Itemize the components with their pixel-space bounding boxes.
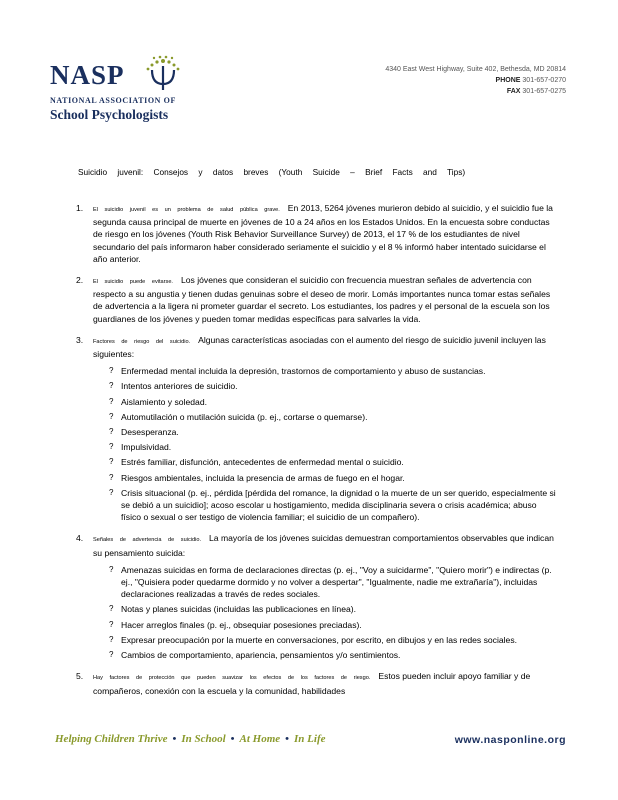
org-name-line1: NATIONAL ASSOCIATION OF [50,96,176,105]
document-body [60,202,558,726]
bullet-item [93,564,558,601]
tagline-part-4: In Life [294,733,326,745]
list-item [60,532,558,661]
bullet-text: Estrés familiar, disfunción, antecedentes de enfermedad mental o suicidio. [121,457,404,468]
bullet-separator-icon: • [172,733,177,745]
tagline-part-2: In School [181,733,226,745]
bullet-glyph-icon: ? [109,457,114,467]
phone-label: PHONE [495,77,521,84]
document-title: Suicidio juvenil: Consejos y datos breves (Youth Suicide – Brief Facts and Tips) [78,167,466,177]
bullet-item [93,380,558,392]
phone-line [385,75,566,86]
list-item [60,334,558,524]
bullet-glyph-icon: ? [109,366,114,376]
list-item [60,202,558,265]
bullet-item [93,441,558,453]
bullet-separator-icon: • [285,733,290,745]
bullet-item [93,619,558,631]
fax-line [385,86,566,97]
fax-number: 301-657-0275 [522,88,566,95]
bullet-text: Amenazas suicidas en forma de declaraciones directas (p. ej., "Voy a suicidarme", "Quiero morir") e indirectas (p. ej., "Quisiera poder quedarme dormido y no volver a despertar", "Igualmente, nadie me extrañaría"), incluidas declaraciones realizadas a través de redes sociales. [121,564,552,600]
item-heading: Factores de riesgo del suicidio. [93,338,191,345]
item-number: 4. [76,533,84,544]
bullet-item [93,411,558,423]
bullet-list [93,564,558,661]
tagline [55,733,326,745]
bullet-text: Impulsividad. [121,442,172,453]
bullet-item [93,634,558,646]
bullet-text: Desesperanza. [121,427,179,438]
contact-block [385,64,566,97]
item-number: 5. [76,671,84,682]
bullet-glyph-icon: ? [109,604,114,614]
bullet-item [93,426,558,438]
numbered-list [60,202,558,697]
logo-wordmark: NASP [50,60,125,90]
bullet-item [93,365,558,377]
bullet-glyph-icon: ? [109,619,114,629]
bullet-text: Crisis situacional (p. ej., pérdida [pérdida del romance, la dignidad o la muerte de un ser querido, especialmente si se debió a un suicidio]; acoso escolar u hostigamiento, medida disciplinaria severa o crisis académica; abuso físico o sexual o ser testigo de violencia familiar; el suicidio de un compañero). [121,487,556,523]
item-text: Algunas características asociadas con el aumento del riesgo de suicidio juvenil incluyen las siguientes: [93,334,546,360]
item-text: Estos pueden incluir apoyo familiar y de compañeros, conexión con la escuela y la comunidad, habilidades [93,671,531,696]
bullet-list [93,365,558,523]
org-name-line2: School Psychologists [50,107,169,122]
item-number: 3. [76,334,84,345]
bullet-separator-icon: • [230,733,235,745]
bullet-item [93,396,558,408]
bullet-text: Notas y planes suicidas (incluidas las publicaciones en línea). [121,604,357,615]
list-item [60,670,558,696]
bullet-glyph-icon: ? [109,650,114,660]
bullet-text: Riesgos ambientales, incluida la presencia de armas de fuego en el hogar. [121,472,405,483]
bullet-text: Intentos anteriores de suicidio. [121,381,238,392]
bullet-glyph-icon: ? [109,564,114,574]
bullet-glyph-icon: ? [109,396,114,406]
bullet-text: Hacer arreglos finales (p. ej., obsequiar posesiones preciadas). [121,619,362,630]
bullet-glyph-icon: ? [109,487,114,497]
footer [0,728,618,754]
bullet-glyph-icon: ? [109,427,114,437]
item-text: La mayoría de los jóvenes suicidas demuestran comportamientos observables que indican su pensamiento suicida: [93,533,554,558]
bullet-text: Cambios de comportamiento, apariencia, pensamientos y/o sentimientos. [121,650,401,661]
fax-label: FAX [506,88,521,95]
bullet-glyph-icon: ? [109,411,114,421]
item-heading: Hay factores de protección que pueden suavizar los efectos de los factores de riesgo. [93,675,371,682]
item-number: 1. [76,203,84,213]
nasp-logo [50,60,190,130]
item-heading: El suicidio puede evitarse. [93,279,173,286]
bullet-glyph-icon: ? [109,634,114,644]
bullet-item [93,649,558,661]
bullet-text: Automutilación o mutilación suicida (p. ej., cortarse o quemarse). [121,411,368,422]
item-heading: El suicidio juvenil es un problema de salud pública grave. [93,207,280,213]
website-link[interactable]: www.nasponline.org [454,734,566,746]
item-heading: Señales de advertencia de suicidio. [93,537,202,544]
tagline-part-3: At Home [239,733,281,745]
bullet-item [93,487,558,524]
psi-leaf-icon [142,54,184,98]
phone-number: 301-657-0270 [522,77,566,84]
bullet-item [93,472,558,484]
street-address: 4340 East West Highway, Suite 402, Bethesda, MD 20814 [385,66,566,73]
item-text: Los jóvenes que consideran el suicidio con frecuencia muestran señales de advertencia con respecto a su angustia y tienen dudas genuinas sobre el deseo de morir. Lomás importantes nunca tomar estas señales de advertencia a la ligera ni prometer guardar el secreto. Los estudiantes, los padres y el personal de la escuela son los guardianes de los jóvenes y pueden tomar medidas específicas para salvarles la vida. [93,275,551,324]
bullet-glyph-icon: ? [109,381,114,391]
list-item [60,274,558,325]
bullet-text: Aislamiento y soledad. [121,396,207,407]
bullet-text: Expresar preocupación por la muerte en conversaciones, por escrito, en dibujos y en las redes sociales. [121,634,518,645]
bullet-item [93,456,558,468]
item-number: 2. [76,275,84,286]
bullet-item [93,603,558,615]
tagline-part-1: Helping Children Thrive [55,733,168,745]
bullet-glyph-icon: ? [109,472,114,482]
letterhead [0,0,618,140]
bullet-glyph-icon: ? [109,442,114,452]
bullet-text: Enfermedad mental incluida la depresión, trastornos de comportamiento y abuso de sustancias. [121,366,486,377]
item-text: En 2013, 5264 jóvenes murieron debido al suicidio, y el suicidio fue la segunda causa principal de muerte en jóvenes de 10 a 24 años en los Estados Unidos. En la encuesta sobre conductas de riesgo en los jóvenes (Youth Risk Behavior Surveillance Survey) de 2013, el 17 % de los estudiantes de nivel secundario del país informaron haber considerado seriamente el suicidio y el 8 % informó haber intentado suicidarse el año anterior. [93,203,553,264]
